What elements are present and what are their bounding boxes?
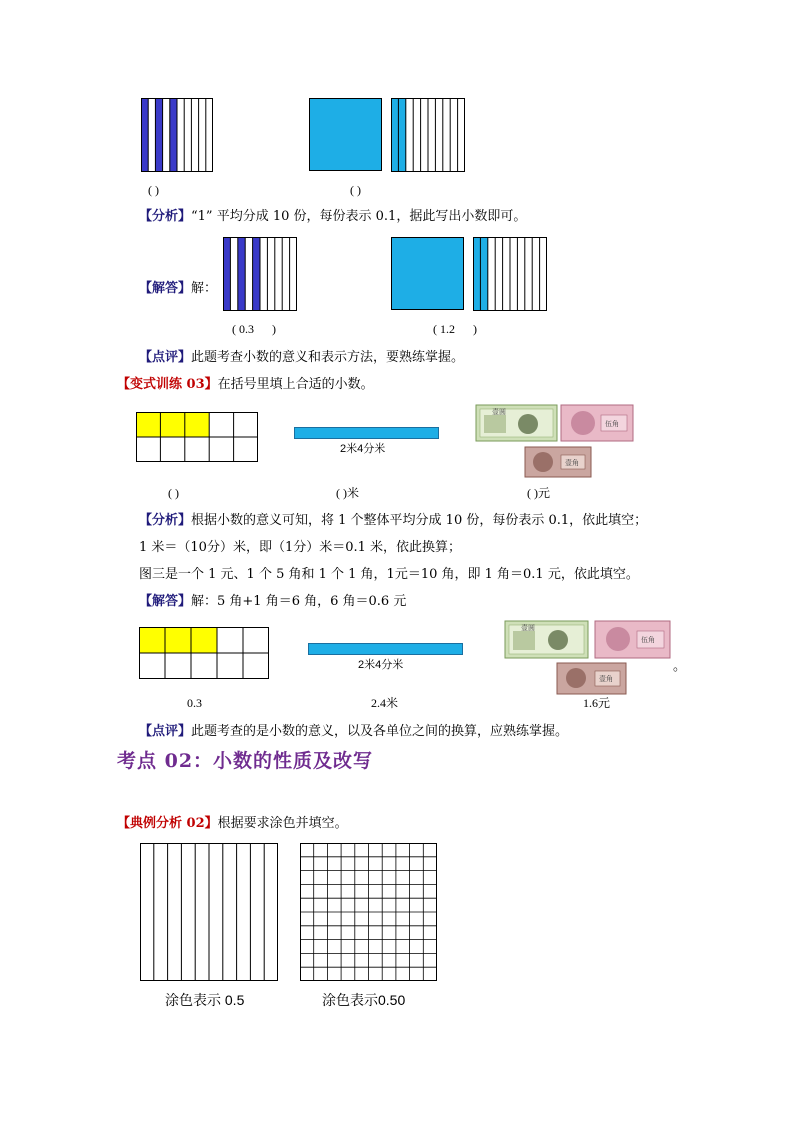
exercise-blank-3: ( )元: [527, 486, 550, 500]
paren-open: (: [232, 322, 236, 336]
ruler-bar: [294, 427, 439, 439]
comment-line: [139, 351, 464, 364]
paren-close: ): [272, 322, 276, 336]
exercise-analysis-tag: 【分析】: [139, 513, 192, 528]
exercise-03-tag: 【变式训练 03】: [117, 377, 218, 392]
answer-ruler-label: 2米4分米: [358, 659, 404, 671]
tenths-strip-grid: [140, 843, 278, 981]
strip-figure-3-tenths: [141, 98, 213, 172]
exercise-blank-1: ( ): [168, 486, 179, 500]
answer-grid-figure-3-tenths: [139, 627, 269, 679]
exercise-analysis-line2: 1 米＝（10分）米，即（1分）米＝0.1 米，依此换算；: [139, 540, 462, 555]
comment-text: 此题考查小数的意义和表示方法，要熟练掌握。: [191, 350, 465, 365]
answer-2-value: 1.2: [440, 322, 455, 336]
blank-1: ( ): [148, 183, 159, 197]
exercise-answer-text: 解：5 角+1 角＝6 角，6 角＝0.6 元: [191, 594, 407, 609]
answer-tag: 【解答】: [139, 281, 192, 296]
exercise-analysis-line1: 根据小数的意义可知，将 1 个整体平均分成 10 份，每份表示 0.1，依此填空；: [191, 513, 648, 528]
answer-banknote-1-jiao-mark: 壹角: [599, 675, 613, 683]
ruler-label: 2米4分米: [340, 443, 386, 455]
answer-ruler-bar: [308, 643, 463, 655]
answer-2-label: [433, 323, 477, 335]
answer-banknote-5-jiao-mark: 伍角: [641, 636, 655, 644]
paren-close: ): [473, 322, 477, 336]
blank-2: ( ): [350, 183, 361, 197]
answer-line: [139, 282, 217, 295]
answer-banknote-1-jiao: [557, 663, 626, 694]
banknote-1-yuan: [476, 405, 557, 441]
hundredths-grid: [300, 843, 437, 981]
answer-full-square-figure: [391, 237, 464, 310]
comment-tag: 【点评】: [139, 350, 192, 365]
banknote-5-jiao-mark: 伍角: [605, 420, 619, 428]
paren-open: (: [433, 322, 437, 336]
exercise-answer-2: 2.4米: [371, 696, 399, 710]
full-square-figure: [309, 98, 382, 171]
caption-hundredths: 涂色表示0.50: [322, 992, 406, 1008]
exercise-comment-tag: 【点评】: [139, 724, 192, 739]
banknote-1-jiao-mark: 壹角: [565, 459, 579, 467]
answer-strip-figure-3-tenths: [223, 237, 297, 311]
exercise-answer-line: [139, 595, 406, 608]
answer-banknote-1-yuan: [505, 621, 588, 658]
exercise-comment-line: [139, 725, 568, 738]
exercise-comment-text: 此题考查的是小数的意义，以及各单位之间的换算，应熟练掌握。: [191, 724, 569, 739]
analysis-text: “1” 平均分成 10 份，每份表示 0.1，据此写出小数即可。: [191, 209, 527, 224]
analysis-line: [139, 210, 526, 223]
answer-1-value: 0.3: [239, 322, 254, 336]
caption-tenths: 涂色表示 0.5: [165, 992, 245, 1008]
section-heading: 考点 02：小数的性质及改写: [117, 750, 374, 772]
exercise-analysis-line3: 图三是一个 1 元、1 个 5 角和 1 个 1 角，1元＝10 角，即 1 角＝0.1 元，依此填空。: [139, 567, 639, 582]
answer-lead: 解：: [191, 281, 218, 296]
exercise-analysis-line: [139, 514, 647, 527]
example-02-prompt: 根据要求涂色并填空。: [217, 816, 348, 831]
exercise-answer-3: 1.6元: [583, 696, 611, 710]
banknote-1-yuan-mark: 壹圆: [492, 408, 506, 416]
banknote-1-jiao: [525, 447, 591, 477]
example-02-line: [117, 817, 348, 830]
answer-banknote-5-jiao: [595, 621, 670, 658]
example-02-tag: 【典例分析 02】: [117, 816, 218, 831]
analysis-tag: 【分析】: [139, 209, 192, 224]
banknote-5-jiao: [561, 405, 633, 441]
answer-strip-figure-2-tenths: [473, 237, 547, 311]
exercise-blank-2: ( )米: [336, 486, 359, 500]
exercise-answer-tag: 【解答】: [139, 594, 192, 609]
grid-figure-3-tenths: [136, 412, 258, 462]
exercise-03-prompt: 在括号里填上合适的小数。: [217, 377, 374, 392]
answer-banknote-1-yuan-mark: 壹圆: [521, 624, 535, 632]
strip-figure-2-tenths: [391, 98, 465, 172]
answer-end-mark: 。: [673, 659, 687, 674]
exercise-03-line: [117, 378, 374, 391]
exercise-answer-1: 0.3: [187, 696, 202, 710]
answer-1-label: [232, 323, 276, 335]
